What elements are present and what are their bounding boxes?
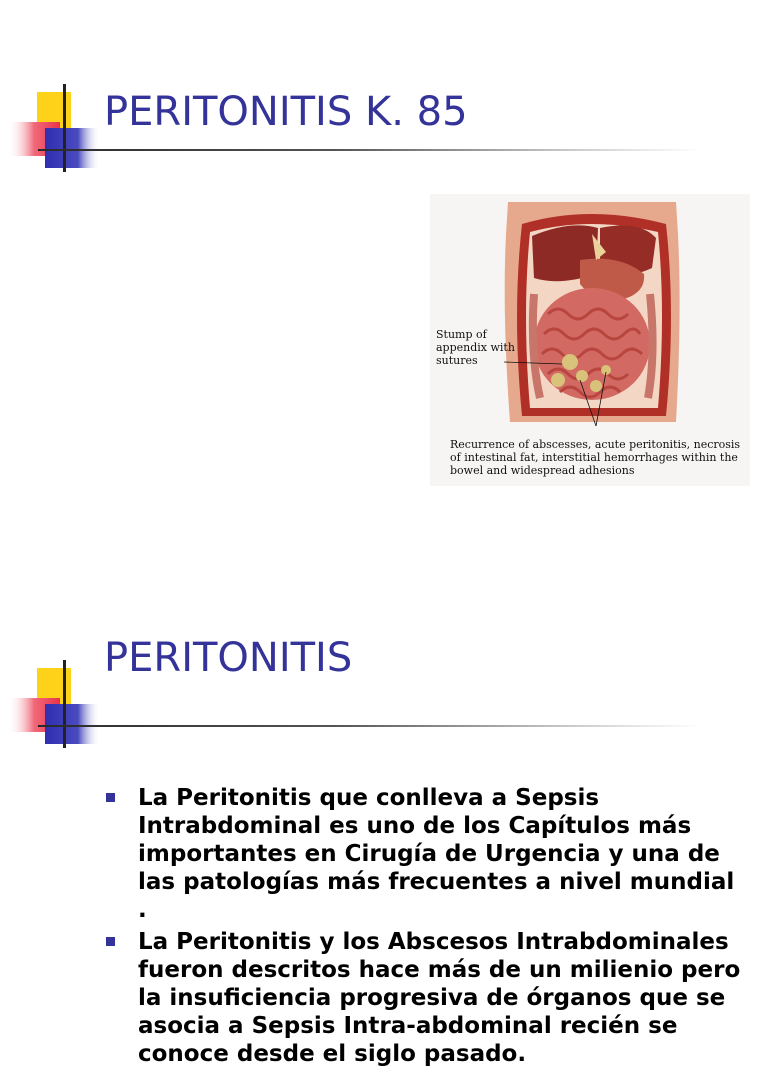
list-item [106, 928, 746, 1068]
bullet-text: La Peritonitis que conlleva a Sepsis Intrabdominal es uno de los Capítulos más importantes en Cirugía de Urgencia y una de las patologías más frecuentes a nivel mundial . [138, 785, 735, 923]
title-decoration-icon [0, 512, 110, 692]
bullet-text: La Peritonitis y los Abscesos Intrabdominales fueron descritos hace más de un milienio pero la insuficiencia progresiva de órganos que se asocia a Sepsis Intra-abdominal recién se conoce desde el siglo pasado. [138, 929, 741, 1067]
slide-1 [0, 0, 768, 512]
slide-2 [0, 512, 768, 1067]
list-item [106, 784, 746, 924]
bullet-square-icon [106, 937, 115, 946]
bullet-square-icon [106, 793, 115, 802]
anatomy-figure [430, 194, 750, 486]
title-decoration-icon [0, 0, 110, 180]
figure-caption: Recurrence of abscesses, acute peritonitis, necrosis of intestinal fat, interstitial hemorrhages within the bowel and widespread adhesions [450, 438, 741, 477]
slide-1-title: PERITONITIS K. 85 [104, 89, 468, 135]
slide-2-title: PERITONITIS [104, 635, 353, 681]
title-rule [40, 149, 700, 151]
title-rule [40, 725, 700, 727]
bullet-list [106, 784, 746, 1072]
appendix-callout: Stump of appendix with sutures [436, 328, 515, 367]
